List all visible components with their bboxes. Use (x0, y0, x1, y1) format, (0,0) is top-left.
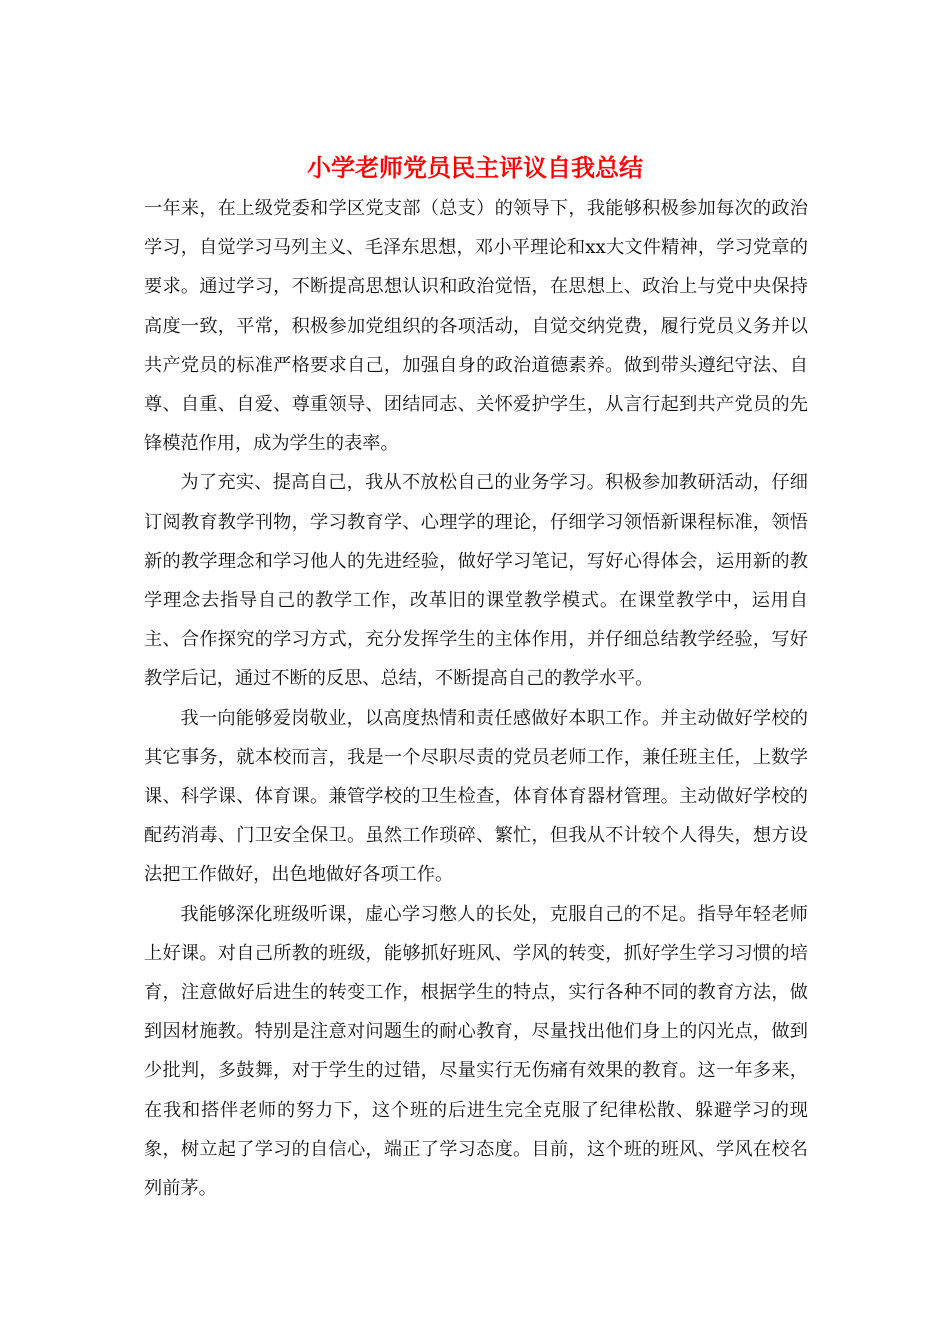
paragraph-3: 我一向能够爱岗敬业，以高度热情和责任感做好本职工作。并主动做好学校的其它事务，就本校而言，我是一个尽职尽责的党员老师工作，兼任班主任，上数学课、科学课、体育课。兼管学校的卫生检查，体育体育器材管理。主动做好学校的配药消毒、门卫安全保卫。虽然工作琐碎、繁忙，但我从不计较个人得失，想方设法把工作做好，出色地做好各项工作。 (144, 707, 808, 886)
document-body (144, 189, 808, 1208)
paragraph-2: 为了充实、提高自己，我从不放松自己的业务学习。积极参加教研活动，仔细订阅教育教学刊物，学习教育学、心理学的理论，仔细学习领悟新课程标准，领悟新的教学理念和学习他人的先进经验，做好学习笔记，写好心得体会，运用新的教学理念去指导自己的教学工作，改革旧的课堂教学模式。在课堂教学中，运用自主、合作探究的学习方式，充分发挥学生的主体作用，并仔细总结教学经验，写好教学后记，通过不断的反思、总结，不断提高自己的教学水平。 (144, 472, 808, 690)
document-title: 小学老师党员民主评议自我总结 (307, 153, 643, 182)
paragraph-1: 一年来，在上级党委和学区党支部（总支）的领导下，我能够积极参加每次的政治学习，自觉学习马列主义、毛泽东思想，邓小平理论和xx大文件精神，学习党章的要求。通过学习，不断提高思想认识和政治觉悟，在思想上、政治上与党中央保持高度一致，平常，积极参加党组织的各项活动，自觉交纳党费，履行党员义务并以共产党员的标准严格要求自己，加强自身的政治道德素养。做到带头遵纪守法、自尊、自重、自爱、尊重领导、团结同志、关怀爱护学生，从言行起到共产党员的先锋模范作用，成为学生的表率。 (144, 198, 808, 455)
paragraph-4: 我能够深化班级听课，虚心学习憋人的长处，克服自己的不足。指导年轻老师上好课。对自己所教的班级，能够抓好班风、学风的转变，抓好学生学习习惯的培育，注意做好后进生的转变工作，根据学生的特点，实行各种不同的教育方法，做到因材施教。特别是注意对问题生的耐心教育，尽量找出他们身上的闪光点，做到少批判，多鼓舞，对于学生的过错，尽量实行无伤痛有效果的教育。这一年多来，在我和搭伴老师的努力下，这个班的后进生完全克服了纪律松散、躲避学习的现象，树立起了学习的自信心，端正了学习态度。目前，这个班的班风、学风在校名列前茅。 (144, 903, 808, 1200)
